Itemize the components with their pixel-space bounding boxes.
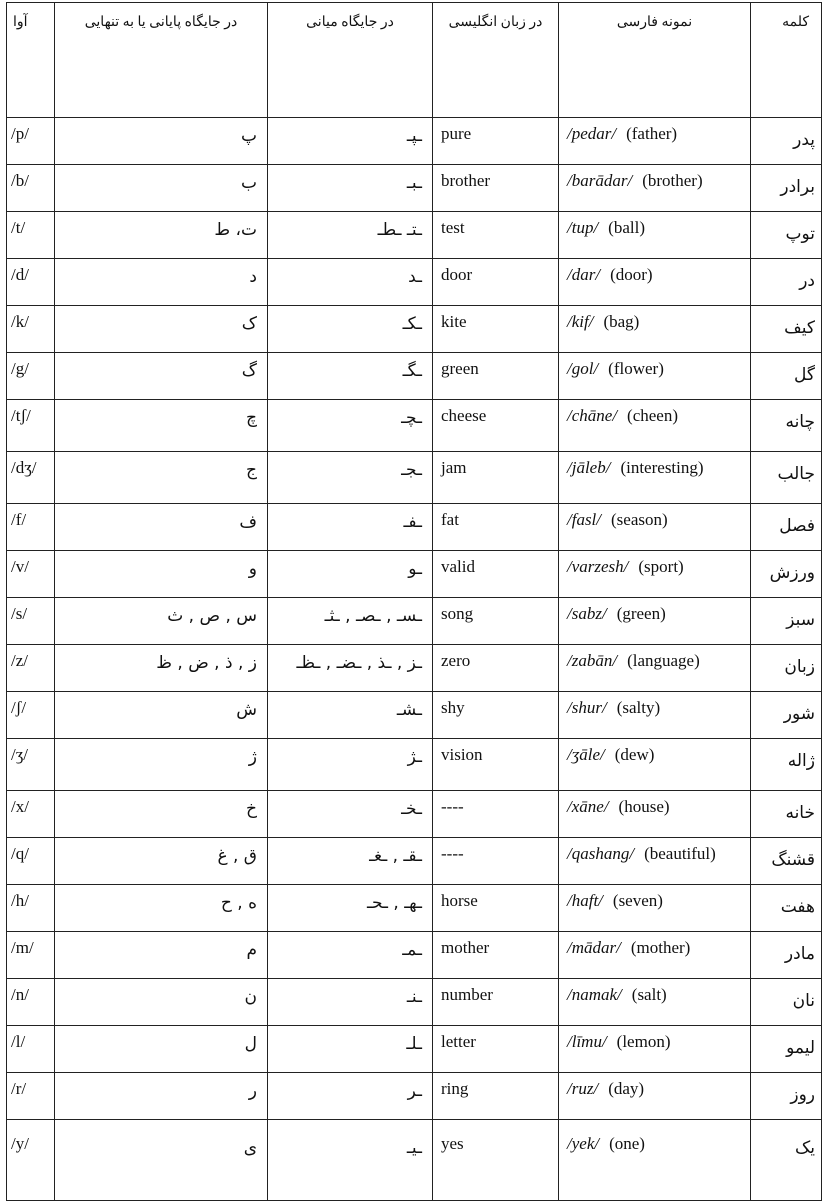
table-header-row xyxy=(7,3,822,118)
persian-word: خانه xyxy=(751,791,822,838)
transliteration: /qashang/ xyxy=(567,844,635,863)
persian-word: قشنگ xyxy=(751,838,822,885)
medial-form: ـیـ xyxy=(268,1120,433,1201)
ipa-symbol: /f/ xyxy=(7,504,55,551)
english-example: fat xyxy=(433,504,559,551)
english-example: horse xyxy=(433,885,559,932)
persian-word: هفت xyxy=(751,885,822,932)
final-form: چ xyxy=(55,400,268,452)
persian-word: لیمو xyxy=(751,1026,822,1073)
table-row xyxy=(7,400,822,452)
transliteration: /zabān/ xyxy=(567,651,618,670)
english-example: green xyxy=(433,353,559,400)
persian-example xyxy=(559,400,751,452)
medial-form: ـژ xyxy=(268,739,433,791)
transliteration: /dar/ xyxy=(567,265,601,284)
persian-example xyxy=(559,645,751,692)
transliteration: /kif/ xyxy=(567,312,594,331)
english-example: ring xyxy=(433,1073,559,1120)
final-form: د xyxy=(55,259,268,306)
persian-example xyxy=(559,885,751,932)
english-example: ---- xyxy=(433,838,559,885)
english-example: shy xyxy=(433,692,559,739)
medial-form: ـو xyxy=(268,551,433,598)
ipa-symbol: /ʃ/ xyxy=(7,692,55,739)
gloss: (father) xyxy=(626,124,678,143)
table-row xyxy=(7,306,822,353)
ipa-symbol: /k/ xyxy=(7,306,55,353)
ipa-symbol: /v/ xyxy=(7,551,55,598)
medial-form: ـشـ xyxy=(268,692,433,739)
final-form: پ xyxy=(55,118,268,165)
ipa-symbol: /x/ xyxy=(7,791,55,838)
ipa-symbol: /g/ xyxy=(7,353,55,400)
final-form: ش xyxy=(55,692,268,739)
transliteration: /haft/ xyxy=(567,891,603,910)
final-form: ژ xyxy=(55,739,268,791)
persian-example xyxy=(559,212,751,259)
table-row xyxy=(7,598,822,645)
medial-form: ـلـ xyxy=(268,1026,433,1073)
table-row xyxy=(7,353,822,400)
medial-form: ـنـ xyxy=(268,979,433,1026)
transliteration: /ruz/ xyxy=(567,1079,599,1098)
final-form: ک xyxy=(55,306,268,353)
final-form: ف xyxy=(55,504,268,551)
persian-word: سبز xyxy=(751,598,822,645)
table-row xyxy=(7,452,822,504)
medial-form: ـتـ ـطـ xyxy=(268,212,433,259)
gloss: (mother) xyxy=(630,938,691,957)
final-form: ل xyxy=(55,1026,268,1073)
table-row xyxy=(7,259,822,306)
persian-word: روز xyxy=(751,1073,822,1120)
final-form: ت، ط xyxy=(55,212,268,259)
persian-word: شور xyxy=(751,692,822,739)
final-form: ب xyxy=(55,165,268,212)
gloss: (one) xyxy=(609,1134,645,1153)
transliteration: /barādar/ xyxy=(567,171,633,190)
ipa-symbol: /h/ xyxy=(7,885,55,932)
table-row xyxy=(7,932,822,979)
persian-example xyxy=(559,692,751,739)
final-form: ز , ذ , ض , ظ xyxy=(55,645,268,692)
persian-word: فصل xyxy=(751,504,822,551)
english-example: yes xyxy=(433,1120,559,1201)
gloss: (house) xyxy=(618,797,670,816)
transliteration: /chāne/ xyxy=(567,406,618,425)
persian-word: توپ xyxy=(751,212,822,259)
transliteration: /gol/ xyxy=(567,359,599,378)
persian-example xyxy=(559,165,751,212)
final-form: و xyxy=(55,551,268,598)
english-example: letter xyxy=(433,1026,559,1073)
persian-word: نان xyxy=(751,979,822,1026)
english-example: kite xyxy=(433,306,559,353)
transliteration: /mādar/ xyxy=(567,938,621,957)
medial-form: ـهـ , ـحـ xyxy=(268,885,433,932)
medial-form: ـگـ xyxy=(268,353,433,400)
english-example: pure xyxy=(433,118,559,165)
header-example: نمونه فارسی xyxy=(559,3,751,118)
transliteration: /namak/ xyxy=(567,985,622,1004)
persian-example xyxy=(559,739,751,791)
gloss: (green) xyxy=(616,604,666,623)
ipa-symbol: /b/ xyxy=(7,165,55,212)
persian-word: گل xyxy=(751,353,822,400)
english-example: brother xyxy=(433,165,559,212)
ipa-symbol: /s/ xyxy=(7,598,55,645)
persian-word: کیف xyxy=(751,306,822,353)
medial-form: ـجـ xyxy=(268,452,433,504)
ipa-symbol: /ʒ/ xyxy=(7,739,55,791)
table-body xyxy=(7,118,822,1201)
ipa-symbol: /r/ xyxy=(7,1073,55,1120)
medial-form: ـد xyxy=(268,259,433,306)
persian-word: مادر xyxy=(751,932,822,979)
transliteration: /varzesh/ xyxy=(567,557,629,576)
gloss: (language) xyxy=(627,651,700,670)
persian-example xyxy=(559,551,751,598)
english-example: ---- xyxy=(433,791,559,838)
gloss: (salt) xyxy=(631,985,667,1004)
gloss: (door) xyxy=(610,265,653,284)
final-form: ر xyxy=(55,1073,268,1120)
persian-example xyxy=(559,452,751,504)
ipa-symbol: /p/ xyxy=(7,118,55,165)
persian-word: پدر xyxy=(751,118,822,165)
gloss: (season) xyxy=(611,510,668,529)
gloss: (dew) xyxy=(614,745,655,764)
gloss: (sport) xyxy=(638,557,684,576)
ipa-symbol: /dʒ/ xyxy=(7,452,55,504)
header-final: در جایگاه پایانی یا به تنهایی xyxy=(55,3,268,118)
transliteration: /sabz/ xyxy=(567,604,607,623)
table-row xyxy=(7,645,822,692)
transliteration: /līmu/ xyxy=(567,1032,607,1051)
persian-example xyxy=(559,1073,751,1120)
persian-word: زبان xyxy=(751,645,822,692)
table-row xyxy=(7,692,822,739)
persian-word: در xyxy=(751,259,822,306)
english-example: zero xyxy=(433,645,559,692)
ipa-symbol: /t/ xyxy=(7,212,55,259)
gloss: (flower) xyxy=(608,359,664,378)
ipa-symbol: /d/ xyxy=(7,259,55,306)
persian-example xyxy=(559,259,751,306)
consonant-table xyxy=(6,2,822,1201)
medial-form: ـر xyxy=(268,1073,433,1120)
final-form: م xyxy=(55,932,268,979)
persian-example xyxy=(559,598,751,645)
table-row xyxy=(7,504,822,551)
final-form: خ xyxy=(55,791,268,838)
gloss: (interesting) xyxy=(620,458,704,477)
table-row xyxy=(7,979,822,1026)
table-row xyxy=(7,1026,822,1073)
transliteration: /yek/ xyxy=(567,1134,600,1153)
medial-form: ـخـ xyxy=(268,791,433,838)
gloss: (ball) xyxy=(608,218,645,237)
transliteration: /shur/ xyxy=(567,698,607,717)
persian-word: یک xyxy=(751,1120,822,1201)
final-form: ن xyxy=(55,979,268,1026)
persian-word: چانه xyxy=(751,400,822,452)
transliteration: /pedar/ xyxy=(567,124,617,143)
gloss: (seven) xyxy=(612,891,663,910)
persian-example xyxy=(559,504,751,551)
gloss: (brother) xyxy=(642,171,703,190)
persian-word: جالب xyxy=(751,452,822,504)
final-form: ق , غ xyxy=(55,838,268,885)
table-row xyxy=(7,885,822,932)
gloss: (cheen) xyxy=(627,406,679,425)
gloss: (bag) xyxy=(603,312,640,331)
ipa-symbol: /y/ xyxy=(7,1120,55,1201)
header-english: در زبان انگلیسی xyxy=(433,3,559,118)
english-example: mother xyxy=(433,932,559,979)
medial-form: ـقـ , ـغـ xyxy=(268,838,433,885)
english-example: vision xyxy=(433,739,559,791)
final-form: ی xyxy=(55,1120,268,1201)
table-row xyxy=(7,1120,822,1201)
medial-form: ـکـ xyxy=(268,306,433,353)
medial-form: ـفـ xyxy=(268,504,433,551)
gloss: (day) xyxy=(608,1079,645,1098)
header-ipa: آوا xyxy=(7,3,55,118)
transliteration: /ʒāle/ xyxy=(567,745,605,764)
medial-form: ـچـ xyxy=(268,400,433,452)
table-row xyxy=(7,118,822,165)
final-form: ج xyxy=(55,452,268,504)
english-example: number xyxy=(433,979,559,1026)
table-row xyxy=(7,739,822,791)
transliteration: /jāleb/ xyxy=(567,458,611,477)
ipa-symbol: /z/ xyxy=(7,645,55,692)
final-form: س , ص , ث xyxy=(55,598,268,645)
ipa-symbol: /m/ xyxy=(7,932,55,979)
medial-form: ـبـ xyxy=(268,165,433,212)
table-row xyxy=(7,551,822,598)
persian-example xyxy=(559,1026,751,1073)
english-example: song xyxy=(433,598,559,645)
persian-example xyxy=(559,1120,751,1201)
persian-example xyxy=(559,932,751,979)
ipa-symbol: /n/ xyxy=(7,979,55,1026)
persian-example xyxy=(559,353,751,400)
english-example: jam xyxy=(433,452,559,504)
medial-form: ـسـ , ـصـ , ـثـ xyxy=(268,598,433,645)
transliteration: /xāne/ xyxy=(567,797,609,816)
english-example: door xyxy=(433,259,559,306)
persian-word: ژاله xyxy=(751,739,822,791)
final-form: گ xyxy=(55,353,268,400)
gloss: (lemon) xyxy=(616,1032,671,1051)
ipa-symbol: /q/ xyxy=(7,838,55,885)
english-example: valid xyxy=(433,551,559,598)
medial-form: ـپـ xyxy=(268,118,433,165)
final-form: ه , ح xyxy=(55,885,268,932)
transliteration: /fasl/ xyxy=(567,510,602,529)
header-word: کلمه xyxy=(751,3,822,118)
medial-form: ـز , ـذ , ـضـ , ـظـ xyxy=(268,645,433,692)
persian-example xyxy=(559,791,751,838)
transliteration: /tup/ xyxy=(567,218,599,237)
table-row xyxy=(7,1073,822,1120)
persian-example xyxy=(559,838,751,885)
ipa-symbol: /tʃ/ xyxy=(7,400,55,452)
english-example: cheese xyxy=(433,400,559,452)
gloss: (salty) xyxy=(616,698,661,717)
english-example: test xyxy=(433,212,559,259)
persian-example xyxy=(559,979,751,1026)
persian-word: ورزش xyxy=(751,551,822,598)
table-row xyxy=(7,165,822,212)
persian-example xyxy=(559,306,751,353)
ipa-symbol: /l/ xyxy=(7,1026,55,1073)
table-row xyxy=(7,838,822,885)
persian-word: برادر xyxy=(751,165,822,212)
table-row xyxy=(7,212,822,259)
table-row xyxy=(7,791,822,838)
header-medial: در جایگاه میانی xyxy=(268,3,433,118)
persian-example xyxy=(559,118,751,165)
medial-form: ـمـ xyxy=(268,932,433,979)
gloss: (beautiful) xyxy=(644,844,716,863)
